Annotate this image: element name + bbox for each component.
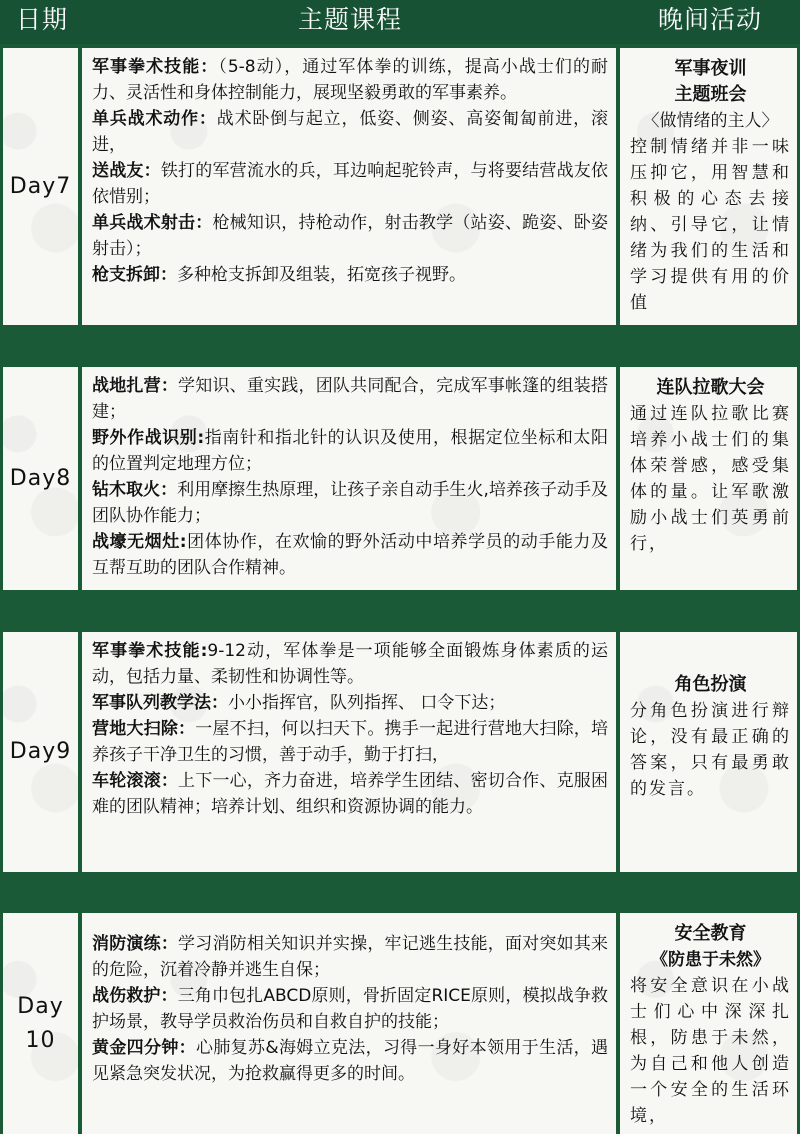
course-item-title: 枪支拆卸：: [92, 265, 177, 285]
day-row-10: [0, 913, 800, 1134]
course-item-title: 钻木取火：: [92, 480, 178, 500]
course-item-text: 三角巾包扎ABCD原则，骨折固定RICE原则，模拟战争救护场景，教导学员救治伤员和自救自护的技能；: [92, 986, 609, 1032]
course-item-text: 一屋不扫，何以扫天下。携手一起进行营地大扫除，培养孩子干净卫生的习惯，善于动手，勤于打扫，: [92, 719, 609, 765]
course-cell: [82, 48, 616, 325]
header-date: 日期: [15, 5, 68, 34]
course-cell: [82, 913, 616, 1134]
course-item-text: 学习消防相关知识并实操，牢记逃生技能，面对突如其来的危险，沉着冷静并逃生自保；: [92, 934, 609, 980]
header-course: 主题课程: [297, 5, 402, 34]
course-item: [92, 262, 608, 288]
course-cell: [82, 367, 616, 590]
course-item-text: 学知识、重实践，团队共同配合，完成军事帐篷的组装搭建；: [92, 376, 609, 422]
course-item-title: 战地扎营：: [92, 376, 179, 396]
evening-title: 安全教育: [674, 923, 747, 944]
evening-text: 将安全意识在小战士们心中深深扎根，防患于未然，为自己和他人创造一个安全的生活环境，: [630, 976, 791, 1126]
course-item-title: 单兵战术动作：: [92, 109, 217, 129]
course-item-title: 送战友：: [92, 161, 161, 181]
day-cell: [3, 913, 78, 1134]
course-item-title: 单兵战术射击：: [92, 213, 213, 233]
day-row-9: [0, 632, 800, 872]
course-item-text: 小小指挥官，队列指挥、 口令下达；: [228, 693, 506, 713]
day-row-7: [0, 48, 800, 325]
course-item-title: 消防演练：: [92, 934, 179, 954]
course-item-text: 上下一心，齐力奋进，培养学生团结、密切合作、克服困难的团队精神；培养计划、组织和资源协调的能力。: [92, 771, 609, 817]
course-item-title: 军事拳术技能：: [92, 57, 219, 77]
evening-cell: [620, 632, 797, 872]
day-cell: [3, 367, 78, 590]
course-item-text: 枪械知识，持枪动作，射击教学（站姿、跪姿、卧姿射击）；: [92, 213, 609, 259]
course-item-text: （5-8动），通过军体拳的训练，提高小战士们的耐力、灵活性和身体控制能力，展现坚毅勇敢的军事素养。: [92, 57, 609, 103]
course-item: [92, 373, 608, 425]
course-item-title: 战壕无烟灶:: [92, 532, 187, 552]
evening-text: 分角色扮演进行辩论，没有最正确的答案，只有最勇敢的发言。: [630, 701, 791, 799]
day-row-8: [0, 367, 800, 590]
day-label: Day: [17, 993, 64, 1019]
course-item: [92, 690, 608, 716]
day-label: 10: [25, 1027, 56, 1053]
course-item-title: 战伤救护：: [92, 986, 178, 1006]
evening-title: 角色扮演: [674, 674, 747, 695]
course-item: [92, 638, 608, 690]
course-item-text: 铁打的军营流水的兵，耳边响起驼铃声，与将要结营战友依依惜别；: [92, 161, 608, 207]
course-item-text: 多种枪支拆卸及组装，拓宽孩子视野。: [177, 265, 466, 285]
course-item: [92, 931, 608, 983]
course-item: [92, 477, 608, 529]
evening-cell: [620, 367, 797, 590]
evening-text: 通过连队拉歌比赛培养小战士们的集体荣誉感，感受集体的量。让军歌激励小战士们英勇前行，: [630, 404, 791, 554]
evening-subtitle: 《防患于未然》: [651, 950, 770, 970]
course-item-text: 心肺复苏&海姆立克法，习得一身好本领用于生活，遇见紧急突发状况，为抢救赢得更多的时间。: [92, 1038, 608, 1084]
course-item-text: 指南针和指北针的认识及使用，根据定位坐标和太阳的位置判定地理方位；: [92, 428, 608, 474]
course-item-title: 黄金四分钟：: [92, 1038, 197, 1058]
evening-cell: [620, 913, 797, 1134]
course-item: [92, 716, 608, 768]
course-item-text: 9-12动，军体拳是一项能够全面锻炼身体素质的运动，包括力量、柔韧性和协调性等。: [92, 641, 608, 687]
course-item: [92, 54, 608, 106]
table-header: [0, 0, 800, 44]
evening-title: 连队拉歌大会: [656, 377, 765, 398]
evening-text: 控制情绪并非一味压抑它，用智慧和积极的心态去接纳、引导它，让情绪为我们的生活和学习提供有用的价值: [630, 137, 791, 313]
course-item: [92, 529, 608, 581]
course-cell: [82, 632, 616, 872]
course-item: [92, 768, 608, 820]
course-item: [92, 1035, 608, 1087]
course-item-title: 车轮滚滚：: [92, 771, 179, 791]
course-item-title: 军事拳术技能:: [92, 641, 208, 661]
course-item-title: 野外作战识别:: [92, 428, 205, 448]
course-item-text: 利用摩擦生热原理，让孩子亲自动手生火,培养孩子动手及团队协作能力；: [92, 480, 609, 526]
course-item: [92, 210, 608, 262]
day-cell: [3, 632, 78, 872]
day-cell: [3, 48, 78, 325]
evening-title: 军事夜训: [674, 58, 747, 79]
course-item: [92, 983, 608, 1035]
header-evening: 晚间活动: [657, 5, 762, 34]
evening-subtitle: 〈做情绪的主人〉: [642, 111, 779, 131]
day-label: Day8: [9, 465, 72, 491]
course-item-title: 军事队列教学法：: [92, 693, 228, 713]
course-item: [92, 106, 608, 158]
course-item: [92, 425, 608, 477]
course-item-title: 营地大扫除：: [92, 719, 196, 739]
day-label: Day7: [9, 173, 72, 199]
course-item-text: 战术卧倒与起立，低姿、侧姿、高姿匍匐前进，滚进，: [92, 109, 608, 155]
day-label: Day9: [9, 739, 72, 764]
evening-title: 主题班会: [674, 84, 747, 105]
evening-cell: [620, 48, 797, 325]
course-item-text: 团体协作，在欢愉的野外活动中培养学员的动手能力及互帮互助的团队合作精神。: [92, 532, 608, 578]
course-item: [92, 158, 608, 210]
